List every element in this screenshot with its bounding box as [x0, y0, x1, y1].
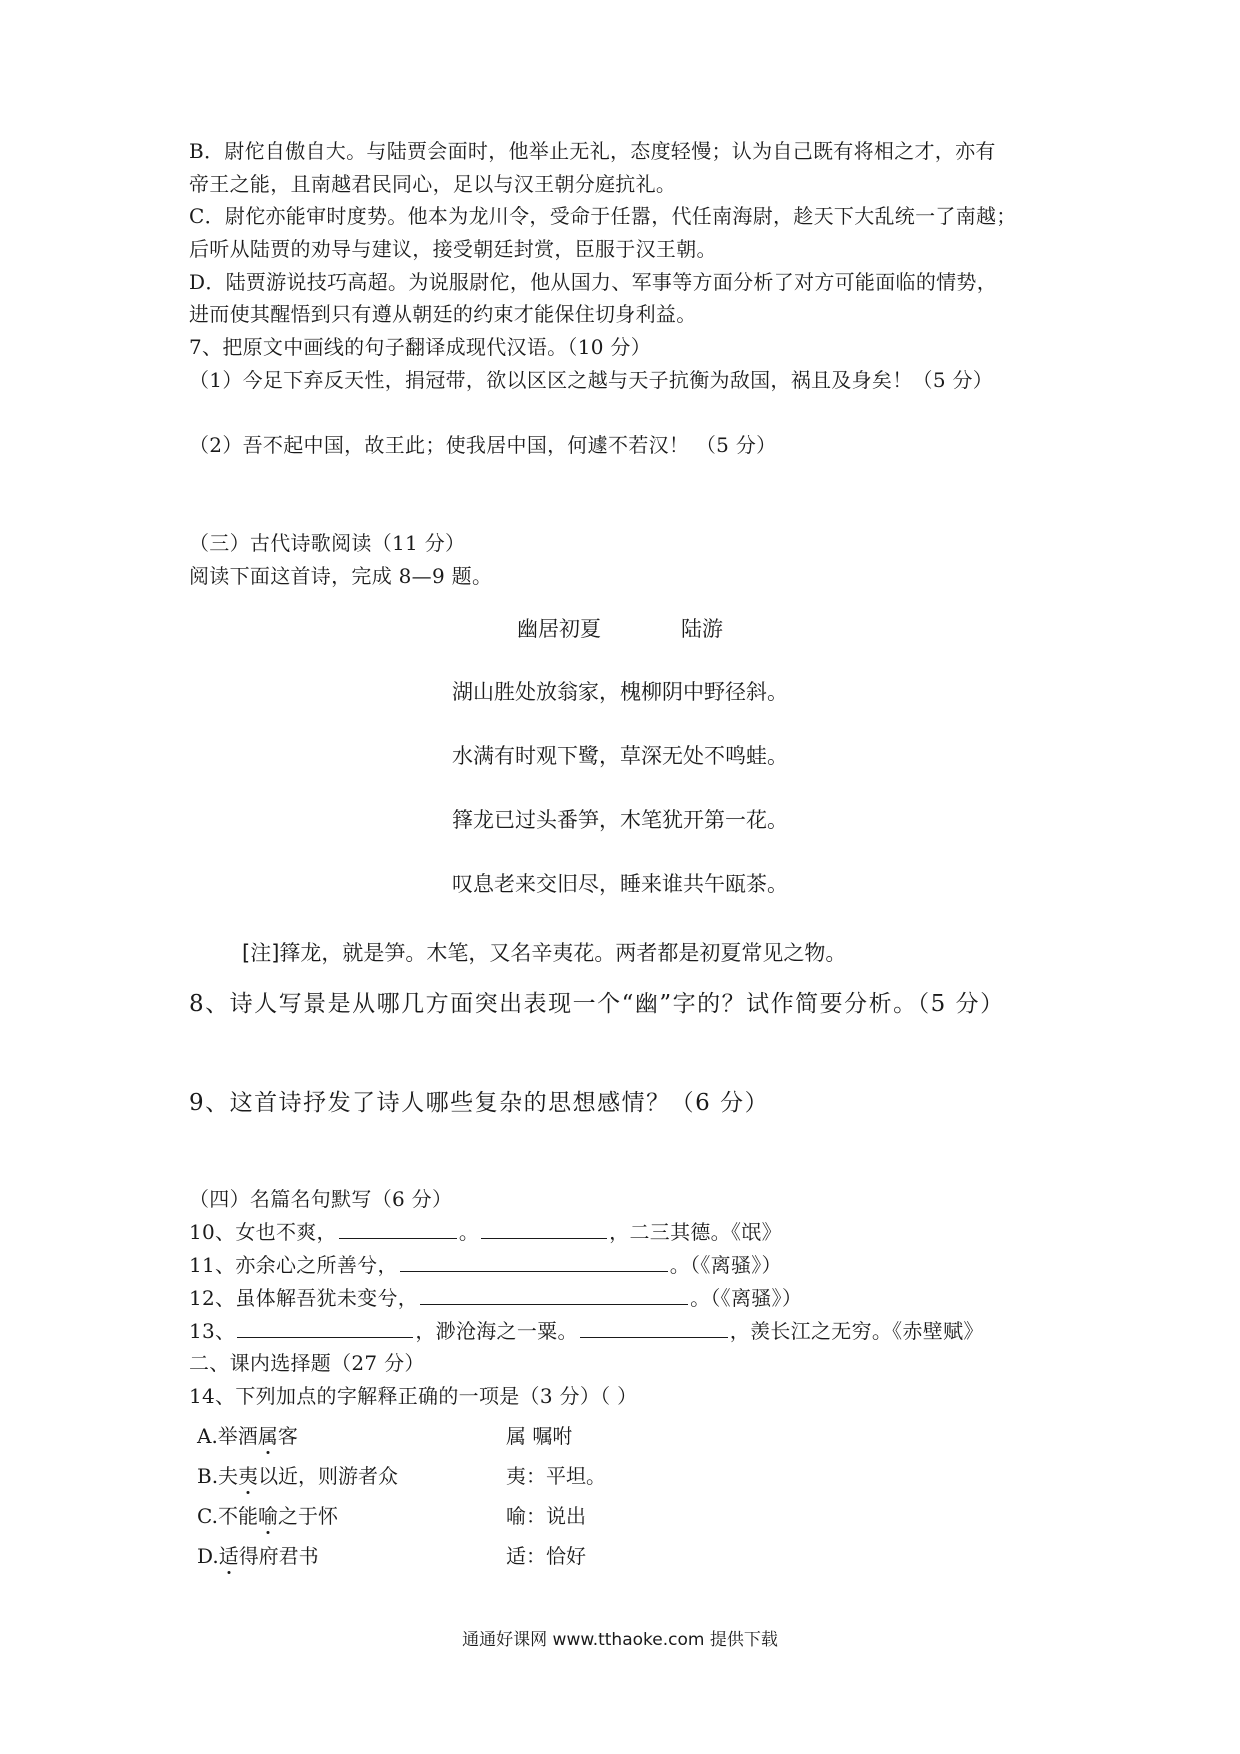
- answer-blank-13b[interactable]: [580, 1317, 728, 1338]
- option-text-post: 得府君书: [238, 1544, 319, 1568]
- question-10: [189, 1218, 782, 1246]
- poem-title: 幽居初夏: [517, 617, 601, 641]
- answer-blank-10b[interactable]: [481, 1218, 607, 1239]
- question-10-prefix: 10、女也不爽，: [189, 1220, 337, 1244]
- dotted-char: 适: [218, 1544, 239, 1568]
- choice-option-c-gloss: 喻：说出: [506, 1504, 586, 1528]
- question-13-mid: ，渺沧海之一粟。: [415, 1319, 578, 1343]
- poem-line-2: 水满有时观下鹭，草深无处不鸣蛙。: [452, 744, 788, 768]
- choice-option-a: [197, 1422, 298, 1450]
- choice-option-b: [197, 1462, 398, 1490]
- poem-line-1: 湖山胜处放翁家，槐柳阴中野径斜。: [452, 680, 788, 704]
- option-text-pre: C.不能: [197, 1504, 258, 1528]
- recitation-section-heading: （四）名篇名句默写（6 分）: [189, 1187, 453, 1211]
- answer-blank-12[interactable]: [420, 1284, 688, 1305]
- question-11-suffix: 。（《离骚》）: [669, 1253, 782, 1277]
- option-c-line1: C．尉佗亦能审时度势。他本为龙川令，受命于任嚣，代任南海尉，趁天下大乱统一了南越；: [189, 204, 1017, 228]
- poetry-instruction: 阅读下面这首诗，完成 8—9 题。: [189, 564, 493, 588]
- question-13: [189, 1317, 984, 1345]
- page-footer: 通通好课网 www.tthaoke.com 提供下载: [462, 1630, 778, 1650]
- question-7: 7、把原文中画线的句子翻译成现代汉语。（10 分）: [189, 335, 652, 359]
- question-12-suffix: 。（《离骚》）: [690, 1286, 803, 1310]
- question-9: 9、这首诗抒发了诗人哪些复杂的思想感情？（6 分）: [189, 1090, 770, 1116]
- choice-option-c: [197, 1502, 338, 1530]
- question-14: 14、下列加点的字解释正确的一项是（3 分）（ ）: [189, 1384, 638, 1408]
- answer-blank-11[interactable]: [400, 1251, 668, 1272]
- question-10-mid: 。: [458, 1220, 480, 1244]
- option-text-pre: D.: [197, 1544, 219, 1568]
- question-13-suffix: ，羡长江之无穷。《赤壁赋》: [729, 1319, 984, 1343]
- option-text-post: 以近，则游者众: [258, 1464, 399, 1488]
- poetry-section-heading: （三）古代诗歌阅读（11 分）: [189, 531, 466, 555]
- poem-line-4: 叹息老来交旧尽，睡来谁共午瓯茶。: [452, 872, 788, 896]
- option-c-line2: 后听从陆贾的劝导与建议，接受朝廷封赏，臣服于汉王朝。: [189, 237, 717, 261]
- choice-option-d: [197, 1542, 319, 1570]
- question-10-suffix: ，二三其德。《氓》: [609, 1220, 782, 1244]
- choice-option-b-gloss: 夷：平坦。: [506, 1464, 606, 1488]
- option-b-line2: 帝王之能，且南越君民同心，足以与汉王朝分庭抗礼。: [189, 172, 677, 196]
- choice-option-a-gloss: 属 嘱咐: [506, 1424, 573, 1448]
- question-13-prefix: 13、: [189, 1319, 236, 1343]
- answer-blank-10a[interactable]: [339, 1218, 457, 1239]
- poem-heading: [0, 614, 1240, 644]
- dotted-char: 属: [257, 1424, 278, 1448]
- question-12-prefix: 12、虽体解吾犹未变兮，: [189, 1286, 419, 1310]
- dotted-char: 喻: [257, 1504, 278, 1528]
- answer-blank-13a[interactable]: [237, 1317, 413, 1338]
- option-text-post: 客: [277, 1424, 298, 1448]
- question-11-prefix: 11、亦余心之所善兮，: [189, 1253, 398, 1277]
- option-d-line2: 进而使其醒悟到只有遵从朝廷的约束才能保住切身利益。: [189, 302, 697, 326]
- question-7-sentence-1: （1）今足下弃反天性，捐冠带，欲以区区之越与天子抗衡为敌国，祸且及身矣！（5 分）: [189, 368, 994, 392]
- option-text-pre: B.夫: [197, 1464, 239, 1488]
- poem-line-3: 箨龙已过头番笋，木笔犹开第一花。: [452, 808, 788, 832]
- dotted-char: 夷: [238, 1464, 259, 1488]
- question-8: 8、诗人写景是从哪几方面突出表现一个“幽”字的？试作简要分析。（5 分）: [189, 991, 1005, 1017]
- question-7-sentence-2: （2）吾不起中国，故王此；使我居中国，何遽不若汉！ （5 分）: [189, 433, 777, 457]
- option-text-pre: A.举酒: [197, 1424, 258, 1448]
- question-11: [189, 1251, 782, 1279]
- choice-option-d-gloss: 适：恰好: [506, 1544, 586, 1568]
- poem-author: 陆游: [681, 617, 723, 641]
- poem-note: [注]箨龙，就是笋。木笔，又名辛夷花。两者都是初夏常见之物。: [242, 941, 847, 965]
- question-12: [189, 1284, 802, 1312]
- option-text-post: 之于怀: [277, 1504, 338, 1528]
- choice-section-heading: 二、课内选择题（27 分）: [189, 1351, 425, 1375]
- option-d-line1: D．陆贾游说技巧高超。为说服尉佗，他从国力、军事等方面分析了对方可能面临的情势，: [189, 270, 998, 294]
- option-b-line1: B．尉佗自傲自大。与陆贾会面时，他举止无礼，态度轻慢；认为自己既有将相之才，亦有: [189, 139, 996, 163]
